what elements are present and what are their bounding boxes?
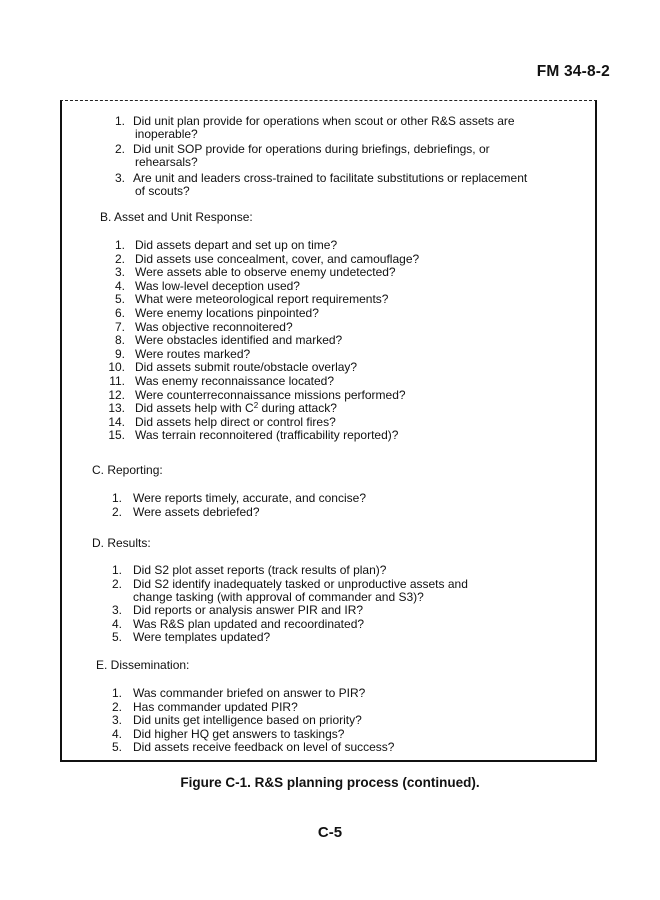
list-item-text: Did S2 identify inadequately tasked or unproductive assets and [133, 576, 468, 591]
list-item-number: 2. [111, 699, 122, 714]
list-item-number: 6. [114, 306, 125, 320]
list-item-text [135, 402, 337, 415]
list-item-number: 2. [111, 576, 122, 591]
list-item-text: Was R&S plan updated and recoordinated? [133, 616, 365, 631]
list-item-continuation: inoperable? [135, 127, 198, 141]
list-item-text: Was objective reconnoitered? [135, 319, 293, 334]
list-item-text: Were enemy locations pinpointed? [135, 306, 319, 320]
list-item-number: 2. [114, 142, 125, 156]
figure-caption: Figure C-1. R&S planning process (continued). [180, 775, 480, 790]
list-item-number: 5. [111, 740, 122, 755]
list-item-number: 1. [111, 491, 122, 505]
section-heading: B. Asset and Unit Response: [100, 210, 253, 224]
list-item-text: What were meteorological report requirements? [135, 292, 389, 307]
list-item-number: 4. [111, 726, 122, 741]
list-item-text: Did assets help direct or control fires? [135, 414, 336, 429]
list-item-number: 9. [114, 346, 125, 361]
list-item-number: 8. [114, 333, 125, 348]
list-item-number: 3. [111, 713, 122, 728]
list-item-number: 15. [108, 428, 125, 443]
list-item-text-part: during attack? [258, 401, 337, 416]
list-item-number: 5. [114, 292, 125, 307]
list-item-text: Did unit plan provide for operations when scout or other R&S assets are [133, 114, 515, 128]
list-item-text: Were assets able to observe enemy undetected? [135, 265, 396, 280]
list-item-text-part: Did assets help with C [135, 401, 254, 416]
list-item-text: Did S2 plot asset reports (track results of plan)? [133, 563, 387, 577]
list-item-text: Did reports or analysis answer PIR and IR? [133, 603, 364, 618]
list-item-number: 3. [114, 171, 125, 185]
list-item-text: Was enemy reconnaissance located? [135, 374, 334, 388]
list-item-number: 1. [111, 686, 122, 700]
list-item-number: 5. [111, 630, 122, 645]
list-item-number: 3. [114, 265, 125, 280]
list-item-text: Were routes marked? [135, 346, 251, 361]
document-id: FM 34-8-2 [536, 63, 610, 80]
list-item-text: Did assets submit route/obstacle overlay? [135, 360, 358, 375]
list-item-continuation: change tasking (with approval of commander and S3)? [133, 589, 424, 604]
list-item-text: Were counterreconnaissance missions performed? [135, 387, 406, 402]
list-item-number: 7. [114, 319, 125, 334]
list-item-number: 4. [111, 616, 122, 631]
list-item-text: Did assets receive feedback on level of success? [133, 740, 395, 755]
list-item-text: Were reports timely, accurate, and concise? [133, 491, 366, 505]
list-item-continuation: of scouts? [135, 184, 190, 198]
list-item-text: Were obstacles identified and marked? [135, 333, 343, 348]
superscript: 2 [253, 401, 259, 411]
list-item-text: Did unit SOP provide for operations during briefings, debriefings, or [133, 142, 490, 156]
list-item-number: 12. [108, 387, 125, 402]
list-item-text: Was low-level deception used? [135, 278, 300, 293]
list-item-text: Has commander updated PIR? [133, 699, 298, 714]
section-heading: C. Reporting: [92, 463, 163, 477]
section-heading: E. Dissemination: [96, 658, 190, 672]
list-item-text: Was terrain reconnoitered (trafficability reported)? [135, 428, 399, 443]
page-number: C-5 [317, 824, 343, 841]
list-item-number: 2. [111, 504, 122, 519]
list-item-text: Were templates updated? [133, 630, 271, 645]
list-item-number: 1. [114, 238, 125, 252]
list-item-text: Was commander briefed on answer to PIR? [133, 686, 366, 700]
list-item-number: 4. [114, 278, 125, 293]
list-item-number: 11. [109, 374, 125, 388]
list-item-text: Did units get intelligence based on priority? [133, 713, 362, 728]
list-item-text: Did assets depart and set up on time? [135, 238, 338, 252]
list-item-text: Are unit and leaders cross-trained to facilitate substitutions or replacement [133, 171, 528, 185]
section-heading: D. Results: [92, 536, 151, 550]
list-item-number: 1. [114, 114, 125, 128]
list-item-number: 14. [108, 414, 125, 429]
list-item-number: 3. [111, 603, 122, 618]
list-item-text: Did assets use concealment, cover, and camouflage? [135, 251, 420, 266]
list-item-text: Did higher HQ get answers to taskings? [133, 726, 345, 741]
list-item-text: Were assets debriefed? [133, 504, 260, 519]
list-item-continuation: rehearsals? [135, 155, 198, 169]
list-item-number: 2. [114, 251, 125, 266]
list-item-number: 10. [108, 360, 125, 375]
list-item-number: 13. [108, 401, 125, 416]
list-item-number: 1. [111, 563, 122, 577]
